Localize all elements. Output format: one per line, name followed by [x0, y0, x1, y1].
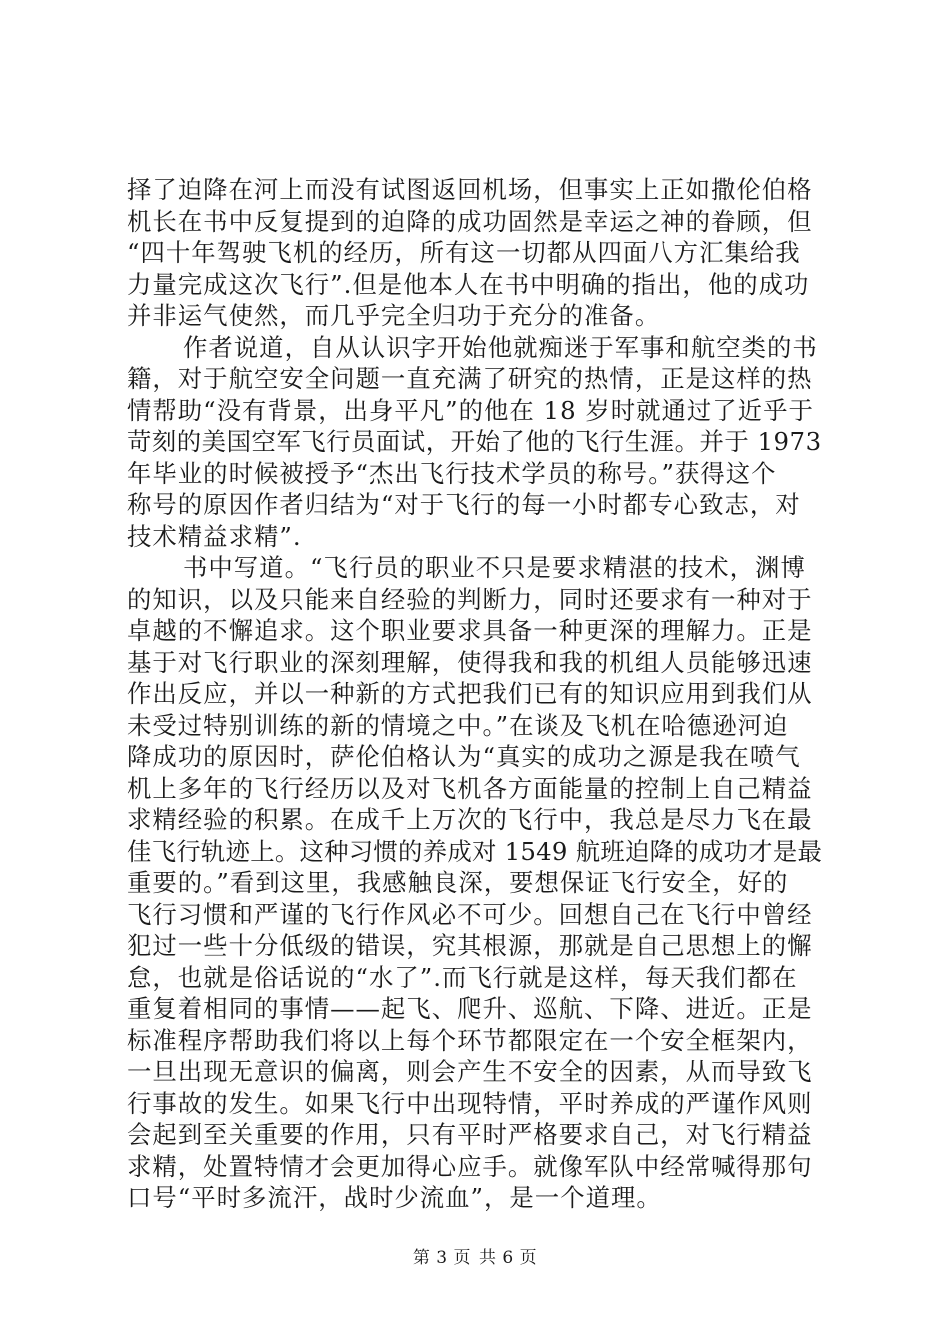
body-text	[127, 174, 827, 1214]
text-line: 犯过一些十分低级的错误，究其根源，那就是自己思想上的懈	[127, 931, 813, 960]
text-line: 重复着相同的事情——起飞、爬升、巡航、下降、进近。正是	[127, 994, 813, 1023]
text-line: 的知识，以及只能来自经验的判断力，同时还要求有一种对于	[127, 584, 813, 614]
text-line: 籍，对于航空安全问题一直充满了研究的热情，正是这样的热	[127, 364, 813, 393]
text-line: 情帮助“没有背景，出身平凡”的他在 18 岁时就通过了近乎于	[127, 395, 814, 425]
text-line: 并非运气使然，而几乎完全归功于充分的准备。	[127, 301, 661, 330]
text-line: 求精，处置特情才会更加得心应手。就像军队中经常喊得那句	[127, 1151, 813, 1181]
text-line: 卓越的不懈追求。这个职业要求具备一种更深的理解力。正是	[127, 616, 813, 645]
text-line: 机上多年的飞行经历以及对飞机各方面能量的控制上自己精益	[127, 773, 813, 803]
text-line: 一旦出现无意识的偏离，则会产生不安全的因素，从而导致飞	[127, 1057, 813, 1086]
page-footer	[0, 1243, 950, 1268]
text-line: 基于对飞行职业的深刻理解，使得我和我的机组人员能够迅速	[127, 647, 813, 677]
text-line: 降成功的原因时，萨伦伯格认为“真实的成功之源是我在喷气	[127, 742, 801, 771]
text-line: 力量完成这次飞行”.但是他本人在书中明确的指出，他的成功	[127, 269, 810, 299]
page-number-current: 第 3 页	[412, 1248, 471, 1268]
paragraph-first-line: 书中写道。“飞行员的职业不只是要求精湛的技术，渊博	[183, 553, 806, 582]
text-line: 佳飞行轨迹上。这种习惯的养成对 1549 航班迫降的成功才是最	[127, 836, 823, 866]
text-line: 机长在书中反复提到的迫降的成功固然是幸运之神的眷顾，但	[127, 206, 813, 236]
text-line: 技术精益求精”.	[127, 521, 302, 551]
text-line: 飞行习惯和严谨的飞行作风必不可少。回想自己在飞行中曾经	[127, 899, 813, 929]
text-line: 称号的原因作者归结为“对于飞行的每一小时都专心致志，对	[127, 490, 801, 519]
text-line: 重要的。”看到这里，我感触良深，要想保证飞行安全，好的	[127, 868, 789, 897]
text-line: 作出反应，并以一种新的方式把我们已有的知识应用到我们从	[127, 679, 813, 708]
text-line: 标准程序帮助我们将以上每个环节都限定在一个安全框架内，	[127, 1025, 813, 1055]
text-line: 行事故的发生。如果飞行中出现特情，平时养成的严谨作风则	[127, 1088, 813, 1118]
text-line: 苛刻的美国空军飞行员面试，开始了他的飞行生涯。并于 1973	[127, 427, 822, 456]
text-line: 怠，也就是俗话说的“水了”.而飞行就是这样，每天我们都在	[127, 962, 798, 992]
text-line: 年毕业的时候被授予“杰出飞行技术学员的称号。”获得这个	[127, 458, 777, 488]
text-line: 求精经验的积累。在成千上万次的飞行中，我总是尽力飞在最	[127, 805, 813, 834]
page-number-total: 共 6 页	[479, 1248, 538, 1268]
paragraph-first-line: 作者说道，自从认识字开始他就痴迷于军事和航空类的书	[183, 332, 818, 362]
text-line: 择了迫降在河上而没有试图返回机场，但事实上正如撒伦伯格	[127, 175, 813, 204]
text-line: 会起到至关重要的作用，只有平时严格要求自己，对飞行精益	[127, 1120, 813, 1149]
text-line: 口号“平时多流汗，战时少流血”，是一个道理。	[127, 1183, 662, 1212]
text-line: “四十年驾驶飞机的经历，所有这一切都从四面八方汇集给我	[127, 238, 801, 267]
text-line: 未受过特别训练的新的情境之中。”在谈及飞机在哈德逊河迫	[127, 710, 789, 740]
